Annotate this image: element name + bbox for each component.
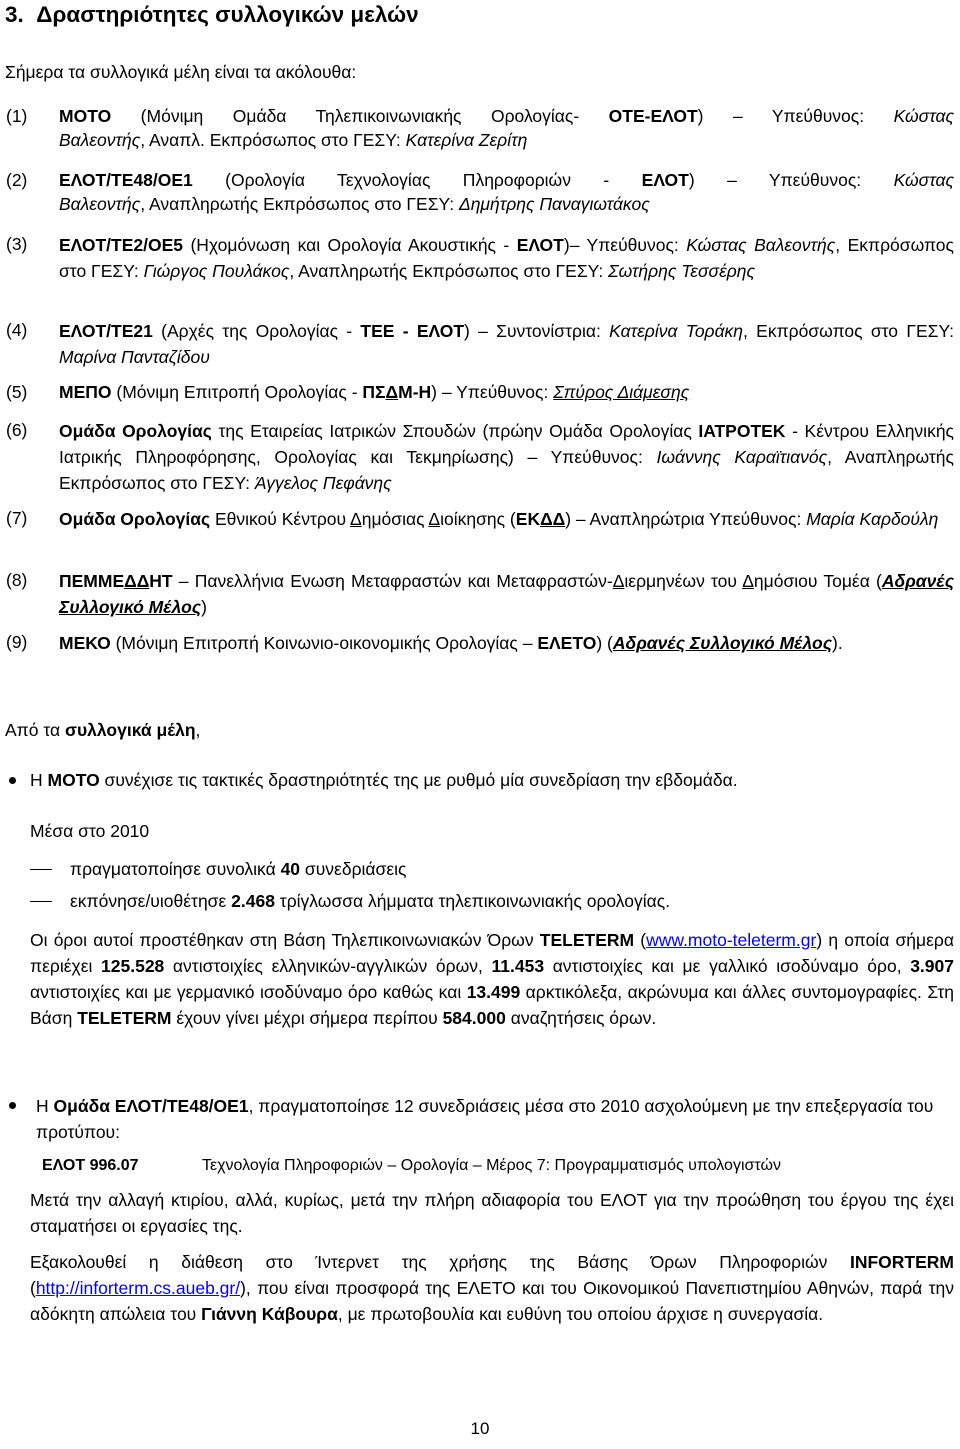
text: ιερμηνέων του	[624, 571, 743, 591]
text: ), που είναι προσφορά της ΕΛΕΤΟ και του Οικονομικού Πανεπιστημίου Αθηνών, παρά την αδόκητη απώλεια του	[30, 1278, 954, 1324]
item-number: (5)	[6, 382, 28, 402]
text: Ομάδα ΕΛΟΤ/ΤΕ48/ΟΕ1	[53, 1096, 249, 1116]
text: , Αναπληρωτής Εκπρόσωπος στο ΓΕΣΥ:	[289, 261, 609, 281]
item-body	[59, 232, 954, 284]
member-acronym: ΜΟΤΟ	[59, 106, 112, 126]
text: τρίγλωσσα λήμματα τηλεπικοινωνιακής ορολογίας.	[274, 891, 671, 911]
item-body-line2	[59, 128, 527, 152]
dash-icon	[30, 901, 52, 902]
text: – Πανελλήνια Ενωση Μεταφραστών και Μεταφραστών-	[172, 571, 613, 591]
text: ΗΤ	[149, 571, 173, 591]
item-body	[59, 568, 954, 620]
text: ΠΣ	[362, 382, 386, 402]
item-number: (9)	[6, 632, 28, 652]
text: ιάμεσης	[629, 382, 690, 402]
text: ).	[832, 633, 843, 653]
org: ΕΛΕΤΟ	[537, 633, 597, 653]
bullet-icon	[9, 777, 16, 784]
org: ΤΕΕ - ΕΛΟΤ	[360, 321, 465, 341]
org: ΕΛΟΤ	[641, 170, 689, 190]
text: ) – Υπεύθυνος:	[697, 106, 894, 126]
text: Μ-Η	[398, 382, 432, 402]
text: ΕΚ	[515, 509, 541, 529]
member-acronym: ΕΛΟΤ/ΤΕ21	[59, 321, 153, 341]
standard-title: Τεχνολογία Πληροφοριών – Ορολογία – Μέρος 7: Προγραμματισμός υπολογιστών	[202, 1157, 781, 1174]
text: ) η οποία σήμερα περιέχει	[30, 930, 954, 976]
bullet-moto	[30, 768, 738, 792]
text: TELETERM	[539, 930, 635, 950]
text: ,	[195, 720, 201, 740]
member-item-2	[6, 168, 954, 216]
item-body	[59, 630, 954, 656]
text: 125.528	[101, 956, 165, 976]
inactive-member-label: Αδρανές Συλλογικό Μέλος	[612, 633, 833, 653]
intro-text: Σήμερα τα συλλογικά μέλη είναι τα ακόλουθα:	[5, 62, 357, 82]
text: (Μόνιμη Επιτροπή Ορολογίας -	[111, 382, 363, 402]
person: Κώστας	[893, 106, 954, 126]
org	[362, 382, 431, 402]
text: Εξακολουθεί η διάθεση στο Ίντερνετ της χρήσης της Βάσης Όρων Πληροφοριών	[30, 1252, 850, 1272]
text: (Μόνιμη Επιτροπή Κοινωνιο-οικονομικής Ορολογίας –	[110, 633, 538, 653]
item-body	[59, 506, 954, 532]
standard-code	[42, 1154, 139, 1178]
text: , Εκπρόσωπος στο ΓΕΣΥ:	[59, 235, 954, 281]
member-acronym: ΕΛΟΤ/ΤΕ48/ΟΕ1	[59, 170, 193, 190]
member-acronym	[59, 571, 173, 591]
text: , με πρωτοβουλία και ευθύνη του οποίου άρχισε η συνεργασία.	[337, 1304, 824, 1324]
org: ΙΑΤΡΟΤΕΚ	[698, 421, 786, 441]
item-body	[59, 380, 954, 404]
text: αντιστοιχίες και με γαλλικό ισοδύναμο όρο,	[544, 956, 911, 976]
member-acronym: Ομάδα Ορολογίας	[59, 421, 212, 441]
text: Η	[36, 1096, 54, 1116]
text: ) (	[596, 633, 613, 653]
dash-icon	[30, 869, 52, 870]
text: αρκτικόλεξα, ακρώνυμα και άλλες συντομογραφίες. Στη Βάση	[30, 982, 954, 1028]
text: 584.000	[442, 1008, 506, 1028]
member-item-5	[6, 380, 954, 404]
from-members-text	[5, 718, 200, 742]
text: συνέχισε τις τακτικές δραστηριότητές της με ρυθμό μία συνεδρίαση την εβδομάδα.	[99, 770, 738, 790]
member-acronym: ΜΕΠΟ	[59, 382, 112, 402]
text: (Ηχομόνωση και Ορολογία Ακουστικής -	[183, 235, 517, 255]
text: συλλογικά μέλη	[65, 720, 196, 740]
member-acronym: Ομάδα Ορολογίας	[59, 509, 211, 529]
text: Η	[30, 770, 48, 790]
person: Κατερίνα Τοράκη	[609, 321, 744, 341]
person: Μαρίνα Πανταζίδου	[59, 347, 210, 367]
text: (	[634, 930, 647, 950]
person: Σωτήρης Τεσσέρης	[608, 261, 756, 281]
person: Δημήτρης Παναγιωτάκος	[458, 194, 650, 214]
text: (Ορολογία Τεχνολογίας Πληροφοριών -	[192, 170, 642, 190]
paragraph-change: Μετά την αλλαγή κτιρίου, αλλά, κυρίως, μετά την πλήρη αδιαφορία του ΕΛΟΤ για την προώθηση του έργου της έχει σταματήσει οι εργασίες της.	[30, 1190, 954, 1236]
text: ) – Υπεύθυνος:	[431, 382, 554, 402]
org: ΕΛΟΤ	[516, 235, 564, 255]
inforterm-link[interactable]: http://inforterm.cs.aueb.gr/	[35, 1278, 241, 1298]
page-number: 10	[470, 1419, 490, 1438]
text: ημόσιου Τομέα (	[753, 571, 882, 591]
dash-item-meetings	[70, 857, 406, 881]
text: Δ	[617, 382, 630, 402]
item-body	[59, 168, 954, 192]
member-item-4	[6, 318, 954, 366]
text: Εθνικού Κέντρου	[210, 509, 351, 529]
text: ιοίκησης (	[440, 509, 516, 529]
member-acronym: ΜΕΚΟ	[59, 633, 111, 653]
person: Γιώργος Πουλάκος	[143, 261, 290, 281]
member-acronym: ΕΛΟΤ/ΤΕ2/ΟΕ5	[59, 235, 184, 255]
bullet-icon	[9, 1102, 16, 1109]
member-item-9	[6, 630, 954, 678]
text: Οι όροι αυτοί προστέθηκαν στη Βάση Τηλεπικοινωνιακών Όρων	[30, 930, 540, 950]
person: Κώστας Βαλεοντής	[686, 235, 836, 255]
text: )– Υπεύθυνος:	[563, 235, 687, 255]
text: ημόσιας	[361, 509, 429, 529]
text: ) – Υπεύθυνος:	[688, 170, 894, 190]
text: TELETERM	[77, 1008, 172, 1028]
text: συνεδριάσεις	[300, 859, 407, 879]
item-number: (8)	[6, 570, 28, 590]
text: ΠΕΜΜΕ	[59, 571, 125, 591]
text: (	[30, 1278, 36, 1298]
text: 13.499	[466, 982, 521, 1002]
text: , Αναπληρωτής Εκπρόσωπος στο ΓΕΣΥ:	[59, 447, 954, 493]
text: (Αρχές της Ορολογίας -	[152, 321, 361, 341]
text: Σπύρος	[553, 382, 618, 402]
person: Μαρία Καρδούλη	[806, 509, 939, 529]
teleterm-link[interactable]: www.moto-teleterm.gr	[646, 930, 817, 950]
member-item-7	[6, 506, 954, 554]
text: Δ	[742, 571, 754, 591]
text: εκπόνησε/υιοθέτησε	[70, 891, 232, 911]
text: της Εταιρείας Ιατρικών Σπουδών (πρώην Ομάδα Ορολογίας	[211, 421, 699, 441]
text: ΕΛΟΤ 996.07	[42, 1157, 139, 1174]
text: ΜΟΤΟ	[47, 770, 100, 790]
text: Από τα	[5, 720, 65, 740]
inforterm-paragraph	[30, 1249, 954, 1327]
text: Δ	[385, 382, 399, 402]
item-number: (4)	[6, 320, 28, 340]
member-item-8	[6, 568, 954, 616]
person: Βαλεοντής	[59, 130, 141, 150]
within-2010-label: Μέσα στο 2010	[30, 821, 150, 841]
item-body	[59, 318, 954, 370]
person: Κατερίνα Ζερίτη	[405, 130, 528, 150]
text: ΔΔ	[540, 509, 566, 529]
item-number: (7)	[6, 508, 28, 528]
org: ΟΤΕ-ΕΛΟΤ	[608, 106, 698, 126]
text: Δ	[350, 509, 362, 529]
teleterm-paragraph	[30, 927, 954, 1031]
inactive-member-label: Αδρανές Συλλογικό Μέλος	[59, 571, 955, 617]
item-body	[59, 104, 954, 128]
item-number: (3)	[6, 234, 28, 254]
text: , Εκπρόσωπος στο ΓΕΣΥ:	[743, 321, 955, 341]
person: Κώστας	[893, 170, 955, 190]
dash-item-lemmas	[70, 889, 670, 913]
text: (Μόνιμη Ομάδα Τηλεπικοινωνιακής Ορολογίας-	[111, 106, 609, 126]
text: ) – Αναπληρώτρια Υπεύθυνος:	[565, 509, 807, 529]
section-heading: 3. Δραστηριότητες συλλογικών μελών	[5, 2, 419, 27]
bullet-elot-te48	[36, 1093, 954, 1145]
text: 40	[280, 859, 301, 879]
text: Γιάννη Κάβουρα	[201, 1304, 338, 1324]
text: Δ	[612, 571, 625, 591]
item-body-line2	[59, 192, 650, 216]
text: , πραγματοποίησε 12 συνεδριάσεις μέσα στο 2010 ασχολούμενη με την επεξεργασία του προτύπου:	[36, 1096, 934, 1142]
item-number: (2)	[6, 170, 28, 190]
text: 11.453	[491, 956, 545, 976]
text: ΔΔ	[124, 571, 150, 591]
item-number: (1)	[6, 106, 28, 126]
member-item-3	[6, 232, 954, 304]
text: INFORTERM	[849, 1252, 954, 1272]
text: )	[201, 597, 207, 617]
item-number: (6)	[6, 420, 28, 440]
text: , Αναπλ. Εκπρόσωπος στο ΓΕΣΥ:	[140, 130, 406, 150]
person: Άγγελος Πεφάνης	[254, 473, 392, 493]
text: 2.468	[231, 891, 275, 911]
person: Βαλεοντής	[59, 194, 141, 214]
person: Ιωάννης Καραϊτιανός	[656, 447, 828, 467]
text: έχουν γίνει μέχρι σήμερα περίπου	[171, 1008, 443, 1028]
text: 3.907	[910, 956, 954, 976]
person	[553, 382, 689, 402]
text: αντιστοιχίες ελληνικών-αγγλικών όρων,	[164, 956, 492, 976]
text: Δ	[428, 509, 441, 529]
text: , Αναπληρωτής Εκπρόσωπος στο ΓΕΣΥ:	[140, 194, 459, 214]
item-body	[59, 418, 954, 496]
text: ) – Συντονίστρια:	[464, 321, 610, 341]
text: αντιστοιχίες και με γερμανικό ισοδύναμο όρο καθώς και	[30, 982, 467, 1002]
text: αναζητήσεις όρων.	[505, 1008, 657, 1028]
text: - Κέντρου Ελληνικής Ιατρικής Πληροφόρησης, Ορολογίας και Τεκμηρίωσης) – Υπεύθυνος:	[59, 421, 954, 467]
org	[516, 509, 565, 529]
text: πραγματοποίησε συνολικά	[70, 859, 281, 879]
member-item-1	[6, 104, 954, 152]
member-item-6	[6, 418, 954, 493]
